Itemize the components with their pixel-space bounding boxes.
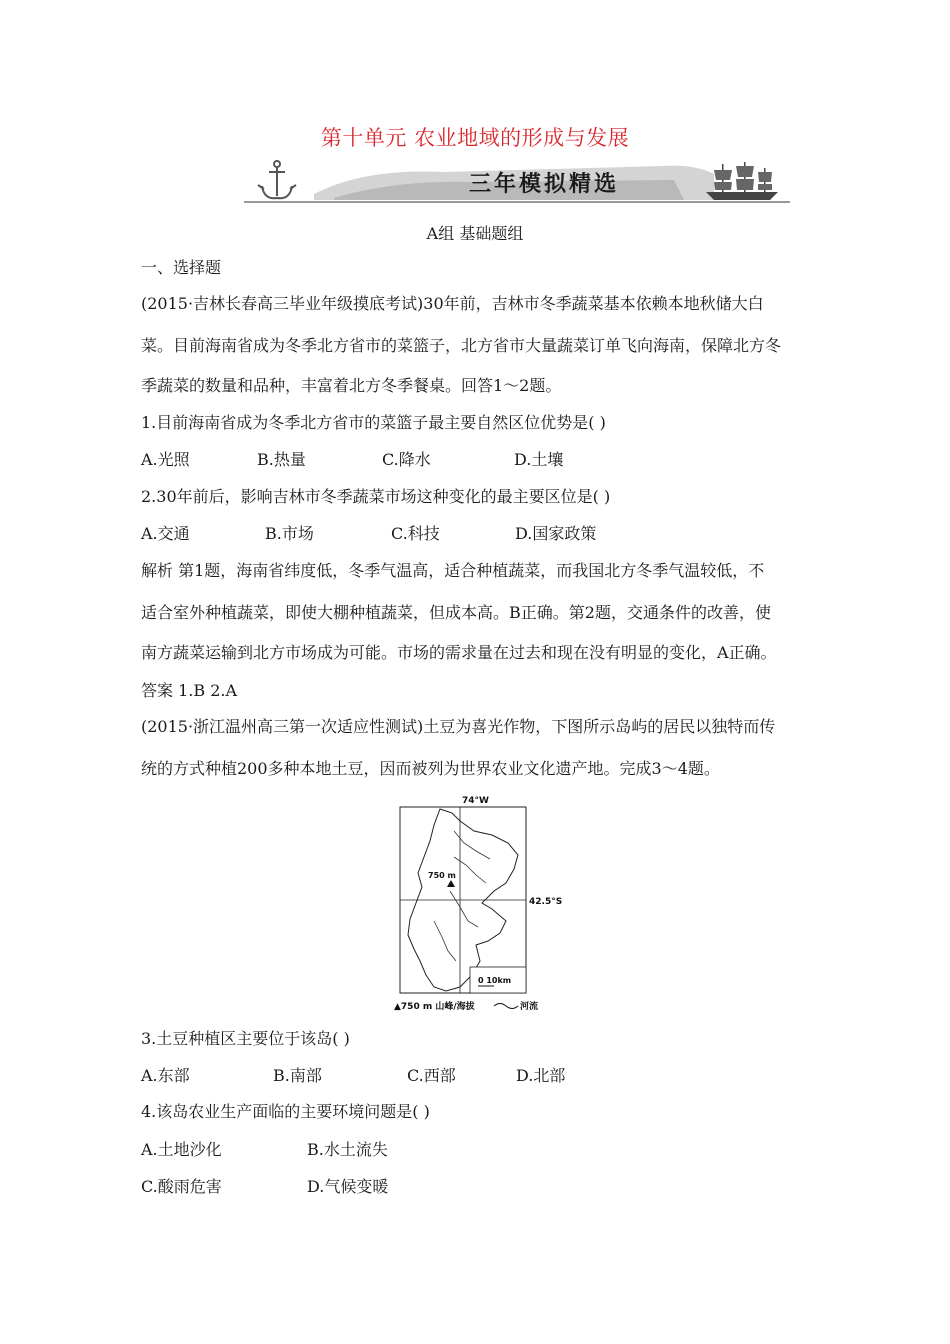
option-d[interactable]: D.国家政策	[515, 524, 597, 543]
ship-icon	[706, 162, 778, 200]
legend-peak: ▲750 m 山峰/海拔	[394, 1002, 475, 1012]
option-a[interactable]: A.土地沙化	[141, 1140, 222, 1159]
anchor-icon	[258, 161, 296, 198]
option-a[interactable]: A.东部	[141, 1066, 190, 1085]
option-b[interactable]: B.热量	[257, 450, 306, 469]
option-c[interactable]: C.酸雨危害	[141, 1177, 222, 1196]
section-banner	[244, 158, 790, 206]
question-stem: 1.目前海南省成为冬季北方省市的菜篮子最主要自然区位优势是( )	[141, 413, 606, 432]
section-heading: 一、选择题	[141, 258, 222, 277]
unit-title: 第十单元 农业地域的形成与发展	[320, 126, 630, 150]
passage-line: (2015·浙江温州高三第一次适应性测试)土豆为喜光作物，下图所示岛屿的居民以独特而传	[141, 717, 776, 736]
option-c[interactable]: C.西部	[407, 1066, 456, 1085]
option-a[interactable]: A.交通	[141, 524, 190, 543]
legend-river-icon	[494, 1004, 518, 1009]
question-stem: 3.土豆种植区主要位于该岛( )	[141, 1029, 350, 1048]
option-d[interactable]: D.土壤	[514, 450, 564, 469]
question-stem: 2.30年前后，影响吉林市冬季蔬菜市场这种变化的最主要区位是( )	[141, 487, 611, 506]
option-a[interactable]: A.光照	[141, 450, 190, 469]
option-b[interactable]: B.水土流失	[307, 1140, 388, 1159]
river	[450, 891, 478, 927]
question-stem: 4.该岛农业生产面临的主要环境问题是( )	[141, 1102, 430, 1121]
option-c[interactable]: C.科技	[391, 524, 440, 543]
longitude-label: 74°W	[462, 796, 489, 806]
peak-label: 750 m	[428, 871, 456, 880]
option-b[interactable]: B.市场	[265, 524, 314, 543]
passage-line: (2015·吉林长春高三毕业年级摸底考试)30年前，吉林市冬季蔬菜基本依赖本地秋储大白	[141, 294, 764, 313]
passage-line: 菜。目前海南省成为冬季北方省市的菜篮子，北方省市大量蔬菜订单飞向海南，保障北方冬	[141, 336, 782, 355]
analysis-line: 适合室外种植蔬菜，即使大棚种植蔬菜，但成本高。B正确。第2题，交通条件的改善，使	[141, 603, 771, 622]
banner-title: 三年模拟精选	[468, 172, 620, 197]
river	[454, 857, 486, 883]
option-c[interactable]: C.降水	[382, 450, 431, 469]
river	[434, 921, 456, 961]
peak-icon	[447, 880, 455, 887]
passage-line: 统的方式种植200多种本地土豆，因而被列为世界农业文化遗产地。完成3～4题。	[141, 759, 720, 778]
option-b[interactable]: B.南部	[273, 1066, 322, 1085]
river	[454, 831, 490, 859]
group-heading: A组 基础题组	[426, 224, 524, 243]
island-map	[394, 791, 564, 1016]
analysis-line: 解析 第1题，海南省纬度低，冬季气温高，适合种植蔬菜，而我国北方冬季气温较低，不	[141, 561, 765, 580]
option-d[interactable]: D.北部	[516, 1066, 566, 1085]
latitude-label: 42.5°S	[529, 897, 563, 907]
scale-label: 0 10km	[478, 976, 512, 985]
option-d[interactable]: D.气候变暖	[307, 1177, 389, 1196]
legend-river: 河流	[520, 1002, 539, 1012]
answer: 答案 1.B 2.A	[141, 681, 238, 700]
analysis-line: 南方蔬菜运输到北方市场成为可能。市场的需求量在过去和现在没有明显的变化，A正确。	[141, 643, 777, 662]
passage-line: 季蔬菜的数量和品种，丰富着北方冬季餐桌。回答1～2题。	[141, 376, 562, 395]
